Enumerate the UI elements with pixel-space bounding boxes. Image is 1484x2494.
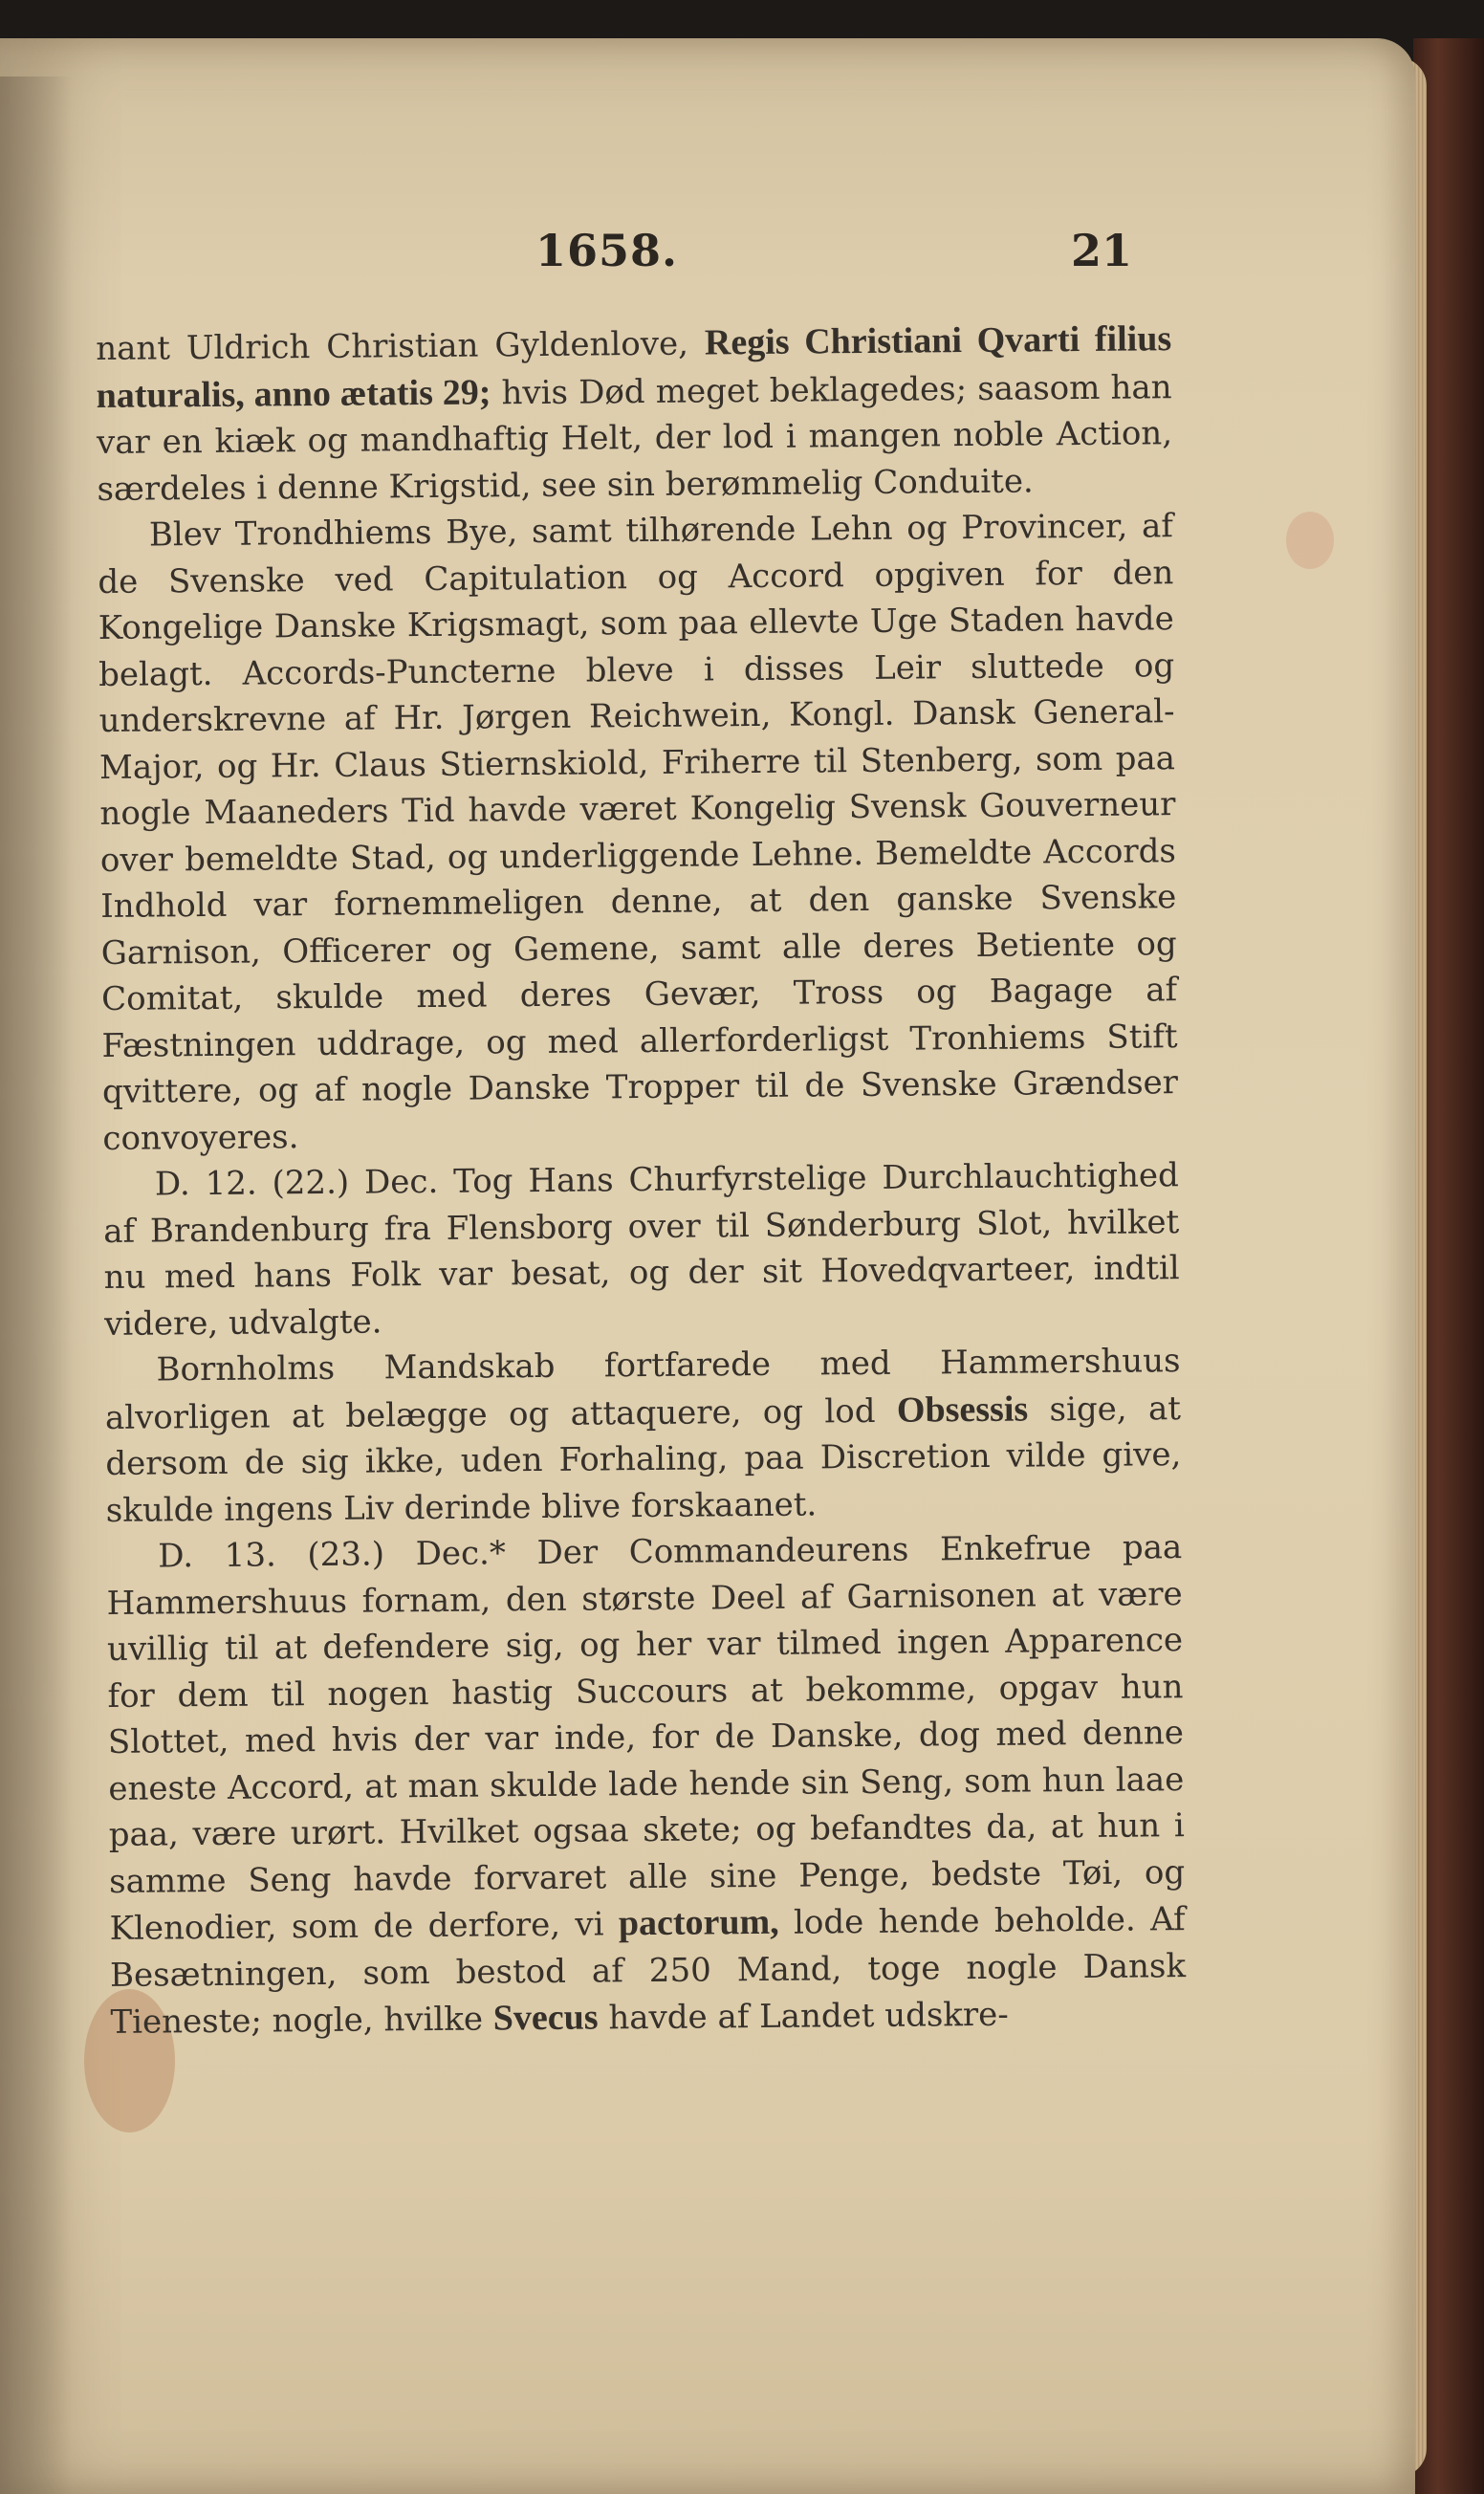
paragraph bbox=[98, 503, 1179, 1162]
text-run: sige, at dersom de sig ikke, uden Forhaling, paa Discretion vilde give, skulde ingens Liv derinde blive forskaanet. bbox=[105, 1389, 1182, 1530]
text-run: D. 12. (22.) Dec. Tog Hans Churfyrstelige Durchlauchtighed af Brandenburg fra Flensborg over til Sønderburg Slot, hvilket nu med hans Folk var besat, og der sit Hovedqvarteer, indtil videre, udvalgte. bbox=[103, 1156, 1180, 1344]
body-text bbox=[96, 316, 1187, 2046]
text-run: D. 13. (23.) Dec.* Der Commandeurens Enkefrue paa Hammershuus fornam, den største Deel af Garnisonen at være uvillig til at defendere sig, og her var tilmed ingen Apparence for dem til nogen hastig Succours at bekomme, opgav hun Slottet, med hvis der var inde, for de Danske, dog med denne eneste Accord, at man skulde lade hende sin Seng, som hun laae paa, være urørt. Hvilket ogsaa skete; og befandtes da, at hun i samme Seng havde forvaret alle sine Penge, bedste Tøi, og Klenodier, som de derfore, vi bbox=[106, 1528, 1186, 1948]
paragraph bbox=[96, 316, 1173, 513]
text-run: Blev Trondhiems Bye, samt tilhørende Lehn og Provincer, af de Svenske ved Capitulation og Accord opgiven for den Kongelige Danske Krigsmagt, som paa ellevte Uge Staden havde belagt. Accords-Puncterne bleve i disses Leir sluttede og underskrevne af Hr. Jørgen Reichwein, Kongl. Dansk General-Major, og Hr. Claus Stiernskiold, Friherre til Stenberg, som paa nogle Maaneders Tid havde været Kongelig Svensk Gouverneur over bemeldte Stad, og underliggende Lehne. Bemeldte Accords Indhold var fornemmeligen denne, at den ganske Svenske Garnison, Officerer og Gemene, samt alle deres Betiente og Comitat, skulde med deres Gevær, Tross og Bagage af Fæstningen uddrage, og med allerforderligst Tronhiems Stift qvittere, og af nogle Danske Tropper til de Svenske Grændser convoyeres. bbox=[98, 507, 1179, 1158]
latin-phrase: Regis Christiani Qvarti filius naturalis, anno ætatis 29; bbox=[96, 318, 1172, 416]
text-run: Bornholms Mandskab fortfarede med Hammershuus alvorligen at belægge og attaquere, og lod bbox=[104, 1342, 1181, 1437]
latin-phrase: Obsessis bbox=[896, 1389, 1029, 1431]
paragraph bbox=[106, 1524, 1187, 2046]
paragraph bbox=[103, 1152, 1181, 1347]
latin-phrase: pactorum, bbox=[618, 1901, 779, 1944]
stain-mark bbox=[1286, 512, 1334, 569]
header-year: 1658. bbox=[535, 225, 679, 276]
paragraph bbox=[104, 1338, 1182, 1534]
gutter-shadow bbox=[0, 77, 72, 2494]
text-run: lode hende beholde. Af Besætningen, som bestod af 250 Mand, toge nogle Dansk Tieneste; nogle, hvilke bbox=[109, 1900, 1187, 2042]
text-run: hvis Død meget beklagedes; saasom han var en kiæk og mandhaftig Helt, der lod i mangen noble Action, særdeles i denne Krigstid, see sin berømmelig Conduite. bbox=[96, 367, 1173, 509]
running-header bbox=[0, 225, 1377, 282]
book-page bbox=[0, 38, 1415, 2494]
latin-phrase: Svecus bbox=[492, 1997, 599, 2039]
text-run: havde af Landet udskre- bbox=[598, 1995, 1009, 2038]
text-run: nant Uldrich Christian Gyldenlove, bbox=[96, 324, 706, 368]
page-number: 21 bbox=[1071, 225, 1133, 276]
